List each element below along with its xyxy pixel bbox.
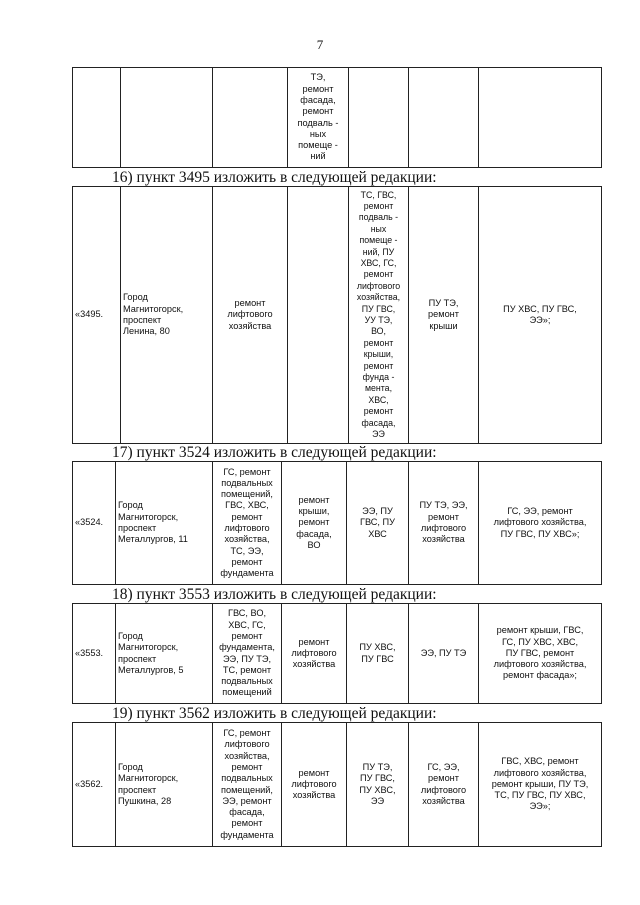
- cell-number: «3524.: [73, 462, 116, 585]
- cell-address: [121, 68, 213, 168]
- cell-col3: ГС, ремонт подвальных помещений, ГВС, ХВС, ремонт лифтового хозяйства, ТС, ЭЭ, ремонт фундамента: [213, 462, 282, 585]
- section-heading-17: 17) пункт 3524 изложить в следующей редакции:: [112, 444, 437, 461]
- cell-address: Город Магнитогорск, проспект Металлургов, 5: [116, 604, 213, 704]
- cell-address: Город Магнитогорск, проспект Ленина, 80: [121, 187, 213, 444]
- section-19-table: [72, 722, 602, 847]
- cell-col7: ПУ ХВС, ПУ ГВС, ЭЭ»;: [479, 187, 602, 444]
- cell-col7: ГВС, ХВС, ремонт лифтового хозяйства, ремонт крыши, ПУ ТЭ, ТС, ПУ ГВС, ПУ ХВС, ЭЭ»;: [479, 723, 602, 847]
- cell-number: «3495.: [73, 187, 121, 444]
- section-17-table: [72, 461, 602, 585]
- cell-col3: ГВС, ВО, ХВС, ГС, ремонт фундамента, ЭЭ, ПУ ТЭ, ТС, ремонт подвальных помещений: [213, 604, 282, 704]
- cell-number: [73, 68, 121, 168]
- cell-col4: ремонт лифтового хозяйства: [282, 604, 347, 704]
- cell-col7: ГС, ЭЭ, ремонт лифтового хозяйства, ПУ ГВС, ПУ ХВС»;: [479, 462, 602, 585]
- cell-col6: ПУ ТЭ, ЭЭ, ремонт лифтового хозяйства: [409, 462, 479, 585]
- cell-col3: ремонт лифтового хозяйства: [213, 187, 288, 444]
- section-heading-18: 18) пункт 3553 изложить в следующей редакции:: [112, 586, 437, 603]
- section-heading-16: 16) пункт 3495 изложить в следующей редакции:: [112, 169, 437, 186]
- cell-col5: ПУ ТЭ, ПУ ГВС, ПУ ХВС, ЭЭ: [347, 723, 409, 847]
- top-fragment-table: [72, 67, 602, 168]
- cell-col6: ПУ ТЭ, ремонт крыши: [409, 187, 479, 444]
- table-row: [73, 187, 602, 444]
- cell-col3: ГС, ремонт лифтового хозяйства, ремонт подвальных помещений, ЭЭ, ремонт фасада, ремонт фундамента: [213, 723, 282, 847]
- cell-col5: ПУ ХВС, ПУ ГВС: [347, 604, 409, 704]
- cell-col7: [479, 68, 602, 168]
- cell-address: Город Магнитогорск, проспект Пушкина, 28: [116, 723, 213, 847]
- table-row: [73, 723, 602, 847]
- cell-col6: ГС, ЭЭ, ремонт лифтового хозяйства: [409, 723, 479, 847]
- section-16-table: [72, 186, 602, 444]
- table-row: [73, 604, 602, 704]
- page-number: 7: [316, 37, 324, 52]
- cell-col4: ремонт лифтового хозяйства: [282, 723, 347, 847]
- table-row: [73, 68, 602, 168]
- cell-col4: ремонт крыши, ремонт фасада, ВО: [282, 462, 347, 585]
- section-heading-19: 19) пункт 3562 изложить в следующей редакции:: [112, 705, 437, 722]
- section-18-table: [72, 603, 602, 704]
- table-row: [73, 462, 602, 585]
- cell-col6: [409, 68, 479, 168]
- cell-number: «3553.: [73, 604, 116, 704]
- cell-number: «3562.: [73, 723, 116, 847]
- cell-address: Город Магнитогорск, проспект Металлургов, 11: [116, 462, 213, 585]
- cell-col4: [288, 187, 349, 444]
- cell-col5: ТС, ГВС, ремонт подваль - ных помеще - ний, ПУ ХВС, ГС, ремонт лифтового хозяйства, ПУ ГВС, УУ ТЭ, ВО, ремонт крыши, ремонт фунда - мента, ХВС, ремонт фасада, ЭЭ: [349, 187, 409, 444]
- cell-col6: ЭЭ, ПУ ТЭ: [409, 604, 479, 704]
- cell-col5: ЭЭ, ПУ ГВС, ПУ ХВС: [347, 462, 409, 585]
- cell-col3: [213, 68, 288, 168]
- cell-col5: [349, 68, 409, 168]
- cell-col4: ТЭ, ремонт фасада, ремонт подваль - ных помеще - ний: [288, 68, 349, 168]
- cell-col7: ремонт крыши, ГВС, ГС, ПУ ХВС, ХВС, ПУ ГВС, ремонт лифтового хозяйства, ремонт фасада»;: [479, 604, 602, 704]
